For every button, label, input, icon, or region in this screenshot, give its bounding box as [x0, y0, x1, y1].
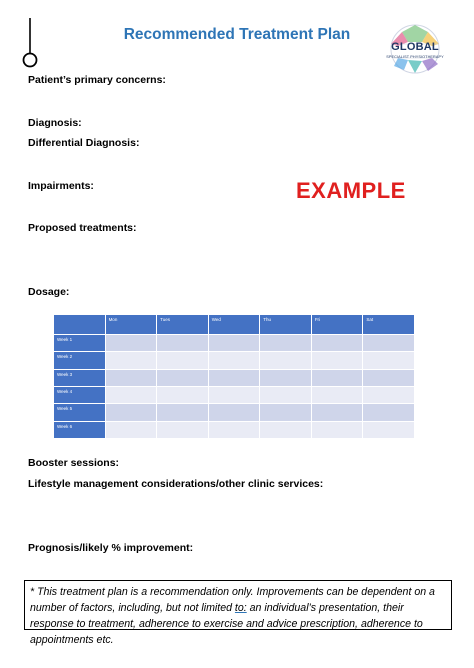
logo-wordmark: GLOBAL [391, 41, 439, 53]
table-row [54, 421, 415, 438]
schedule-cell [260, 386, 312, 403]
schedule-cell [260, 404, 312, 421]
disclaimer-note [24, 580, 452, 646]
table-row [54, 386, 415, 403]
schedule-cell [260, 352, 312, 369]
week-label: Week 4 [54, 386, 106, 403]
schedule-cell [105, 421, 157, 438]
schedule-header-row [54, 315, 415, 335]
schedule-cell [208, 369, 260, 386]
schedule-cell [363, 404, 415, 421]
impairments-label: Impairments: [28, 180, 94, 192]
schedule-cell [311, 404, 363, 421]
schedule-cell [311, 421, 363, 438]
week-label: Week 5 [54, 404, 106, 421]
schedule-corner-cell [54, 315, 106, 335]
schedule-cell [311, 335, 363, 352]
schedule-cell [363, 335, 415, 352]
dosage-label: Dosage: [28, 286, 70, 298]
schedule-cell [157, 352, 209, 369]
schedule-cell [157, 369, 209, 386]
prognosis-label: Prognosis/likely % improvement: [28, 542, 194, 554]
disclaimer-underlined-text: to: [234, 602, 247, 614]
lifestyle-management-label: Lifestyle management considerations/other clinic services: [28, 478, 324, 490]
page-title: Recommended Treatment Plan [123, 26, 351, 43]
logo-tagline: SPECIALIST PHYSIOTHERAPY [386, 55, 444, 59]
schedule-cell [105, 335, 157, 352]
primary-concerns-label: Patient’s primary concerns: [28, 74, 166, 86]
schedule-cell [311, 369, 363, 386]
schedule-cell [105, 386, 157, 403]
table-row [54, 404, 415, 421]
week-label: Week 3 [54, 369, 106, 386]
table-row [54, 369, 415, 386]
schedule-cell [208, 404, 260, 421]
day-header: Sat [363, 315, 415, 335]
week-label: Week 6 [54, 421, 106, 438]
dosage-schedule-table [53, 314, 415, 439]
schedule-cell [363, 421, 415, 438]
table-row [54, 335, 415, 352]
schedule-cell [157, 421, 209, 438]
schedule-cell [157, 404, 209, 421]
disclaimer-text-end: an individual’s presentation, their response to treatment, adherence to exercise and advice prescription, adherence to appointments etc. [30, 602, 423, 646]
schedule-cell [208, 335, 260, 352]
schedule-cell [157, 335, 209, 352]
day-header: Thu [260, 315, 312, 335]
proposed-treatments-label: Proposed treatments: [28, 222, 137, 234]
schedule-cell [208, 421, 260, 438]
differential-diagnosis-label: Differential Diagnosis: [28, 137, 140, 149]
schedule-cell [260, 369, 312, 386]
schedule-cell [311, 352, 363, 369]
schedule-cell [363, 386, 415, 403]
table-row [54, 352, 415, 369]
schedule-cell [363, 369, 415, 386]
schedule-cell [311, 386, 363, 403]
diagnosis-label: Diagnosis: [28, 117, 82, 129]
schedule-cell [105, 352, 157, 369]
disclaimer-text-start: * This treatment plan is a recommendation only. Improvements can be dependent on a number of factors, including, but not limited [30, 586, 435, 614]
day-header: Fri [311, 315, 363, 335]
schedule-cell [363, 352, 415, 369]
schedule-cell [105, 369, 157, 386]
schedule-cell [157, 386, 209, 403]
day-header: Tues [157, 315, 209, 335]
schedule-cell [260, 421, 312, 438]
booster-sessions-label: Booster sessions: [28, 457, 120, 469]
schedule-cell [260, 335, 312, 352]
schedule-cell [208, 386, 260, 403]
schedule-cell [208, 352, 260, 369]
week-label: Week 1 [54, 335, 106, 352]
schedule-cell [105, 404, 157, 421]
week-label: Week 2 [54, 352, 106, 369]
day-header: Wed [208, 315, 260, 335]
day-header: Mon [105, 315, 157, 335]
example-watermark: EXAMPLE [296, 178, 406, 203]
